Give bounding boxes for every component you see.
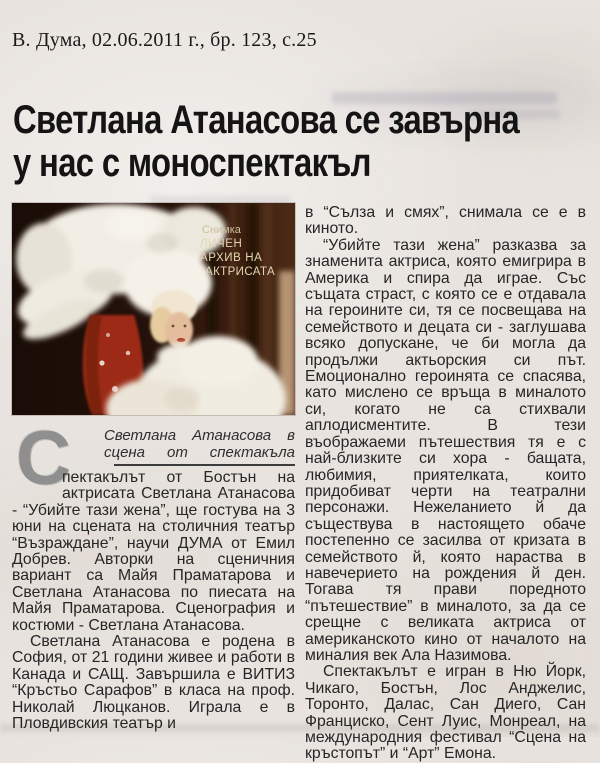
article-photo xyxy=(12,203,295,415)
headline-line-2: у нас с моноспектакъл xyxy=(13,141,371,185)
caption-rule xyxy=(114,464,295,466)
paragraph: Спектакълът е игран в Ню Йорк, Чикаго, Бостън, Лос Анджелис, Торонто, Далас, Сан Диего, Сан Франциско, Сент Луис, Монреал, на международния фестивал “Сцена на кръстопът” и “Арт” Емона. xyxy=(305,663,586,763)
paragraph: “Убийте тази жена” разказва за знаменита актриса, която емигрира в Америка и спира да играе. Със същата страст, с която се е отдавала на героините си, тя се посвещава на семейството и децата си - заглушава всяко допускане, че би могла да продължи актьорския си път. Емоционално героинята се спасява, като мислено се връща в миналото си, когато не са стихвали аплодисментите. В тези въображаеми пътешествия тя е с най-близките си хора - бащата, любимия, приятелката, които придобиват черти на театрални персонажи. Нежеланието й да съществува в настоящето обаче постепенно се засилва от кризата в семейството й, която нараства в навечерието на рождения й ден. Тогава тя прави поредното “пътешествие” в миналото, за да се срещне с великата актриса от американското кино от началото на миналия век Ала Назимова. xyxy=(305,236,586,664)
photo-credit-line: ЛИЧЕН xyxy=(200,238,243,250)
stage-photo-illustration xyxy=(12,203,295,415)
photo-caption: Светлана Атанасова в сцена от спектакъла xyxy=(104,427,295,461)
paragraph: в “Сълза и смях”, снимала се е в киното. xyxy=(305,204,586,238)
headline xyxy=(13,99,587,185)
right-column xyxy=(305,205,586,763)
left-column xyxy=(12,203,295,733)
actress-face xyxy=(150,290,197,348)
photo-credit-line: АРХИВ НА xyxy=(200,252,263,264)
lead-block xyxy=(12,416,295,634)
paragraph: пектакълът от Бостън на актрисата Светлана Атанасова - “Убийте тази жена”, ще гостува на 3 юни на сцената на столичния театър “Възраждане”, научи ДУМА от Емил Добрев. Авторки на сценичния вариант са Майя Праматарова и Светлана Атанасова по пиесата на Майя Праматарова. Сценография и костюми - Светлана Атанасова. xyxy=(12,469,295,634)
drop-cap: С xyxy=(16,416,71,501)
photo-credit-line: АКТРИСАТА xyxy=(205,266,276,278)
publication-meta: В. Дума, 02.06.2011 г., бр. 123, с.25 xyxy=(12,29,317,51)
paragraph: Светлана Атанасова е родена в София, от 21 години живее и работи в Канада и САЩ. Завършила е ВИТИЗ “Кръстьо Сарафов” в класа на проф. Николай Люцканов. Играла е в Пловдивския театър и xyxy=(12,633,295,733)
photo-credit-label: Снимка xyxy=(202,224,241,236)
headline-line-1: Светлана Атанасова се завърна xyxy=(13,98,520,142)
